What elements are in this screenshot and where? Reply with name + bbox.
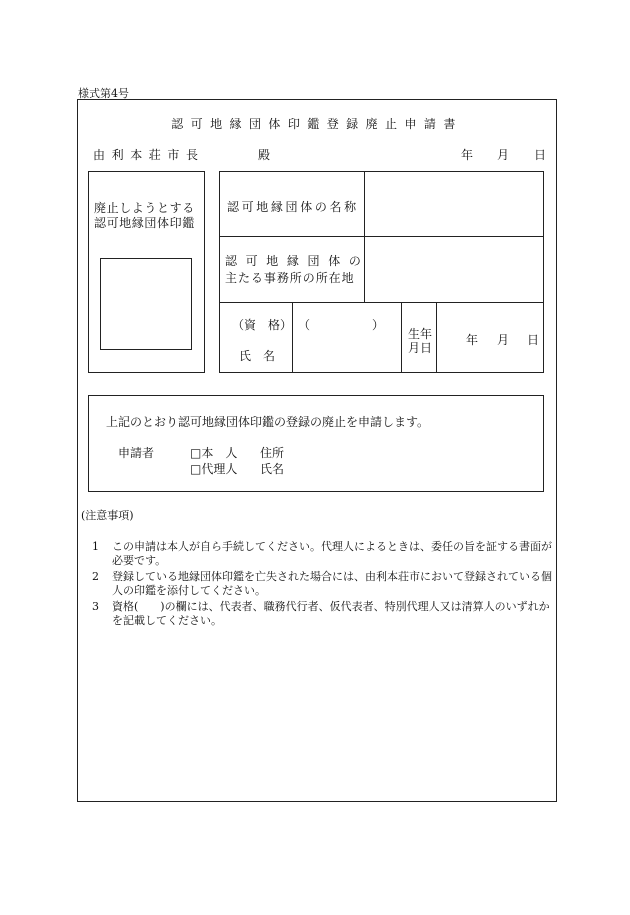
note-number: 1 bbox=[92, 540, 99, 553]
applicant-label: 申請者 bbox=[118, 446, 155, 460]
birth-col-divider-1 bbox=[401, 302, 402, 373]
applicant-name-label: 氏名 bbox=[260, 462, 285, 476]
note-text: この申請は本人が自ら手続してください。代理人によるときは、委任の旨を証する書面が必要です。 bbox=[112, 540, 552, 567]
birth-year: 年 bbox=[466, 333, 479, 347]
seal-stamp-box[interactable] bbox=[100, 258, 192, 350]
date-year: 年 bbox=[461, 148, 474, 162]
office-label-line2: 主たる事務所の所在地 bbox=[225, 271, 355, 285]
address-label: 住所 bbox=[260, 446, 285, 460]
note-text: 資格( )の欄には、代表者、職務代行者、仮代表者、特別代理人又は清算人のいずれかを記載してください。 bbox=[112, 600, 550, 627]
note-text: 登録している地縁団体印鑑を亡失された場合には、由利本荘市において登録されている個人の印鑑を添付してください。 bbox=[112, 570, 552, 597]
group-name-field[interactable] bbox=[365, 172, 543, 236]
qualification-close-paren: ） bbox=[372, 318, 385, 332]
addressee: 由利本荘市長 bbox=[93, 148, 205, 162]
qualification-name-field[interactable] bbox=[293, 303, 400, 372]
office-address-field[interactable] bbox=[365, 237, 543, 302]
qualification-open-paren: （ bbox=[298, 318, 311, 332]
birth-label-line1: 生年 bbox=[408, 327, 433, 341]
option-agent-checkbox[interactable]: □代理人 bbox=[190, 462, 238, 476]
qualification-label: （資 格） bbox=[232, 318, 293, 332]
name-label: 氏 名 bbox=[239, 349, 276, 363]
note-number: 3 bbox=[92, 600, 99, 613]
seal-label-line2: 認可地縁団体印鑑 bbox=[94, 216, 195, 230]
group-name-label: 認可地縁団体の名称 bbox=[227, 200, 359, 214]
honorific: 殿 bbox=[258, 148, 271, 162]
date-day: 日 bbox=[534, 148, 547, 162]
notes-heading: (注意事項) bbox=[81, 509, 134, 522]
seal-label-line1: 廃止しようとする bbox=[94, 201, 195, 215]
application-statement: 上記のとおり認可地縁団体印鑑の登録の廃止を申請します。 bbox=[106, 415, 430, 429]
office-label-line1: 認可地縁団体の bbox=[225, 254, 370, 268]
application-box bbox=[88, 395, 544, 492]
form-number: 様式第4号 bbox=[78, 87, 129, 100]
birth-date-field[interactable] bbox=[437, 303, 543, 372]
birth-month: 月 bbox=[497, 333, 510, 347]
option-self-checkbox[interactable]: □本 人 bbox=[190, 446, 238, 460]
birth-day: 日 bbox=[527, 333, 540, 347]
form-title: 認可地縁団体印鑑登録廃止申請書 bbox=[171, 117, 463, 131]
date-month: 月 bbox=[497, 148, 510, 162]
note-number: 2 bbox=[92, 570, 99, 583]
birth-label-line2: 月日 bbox=[408, 341, 433, 355]
